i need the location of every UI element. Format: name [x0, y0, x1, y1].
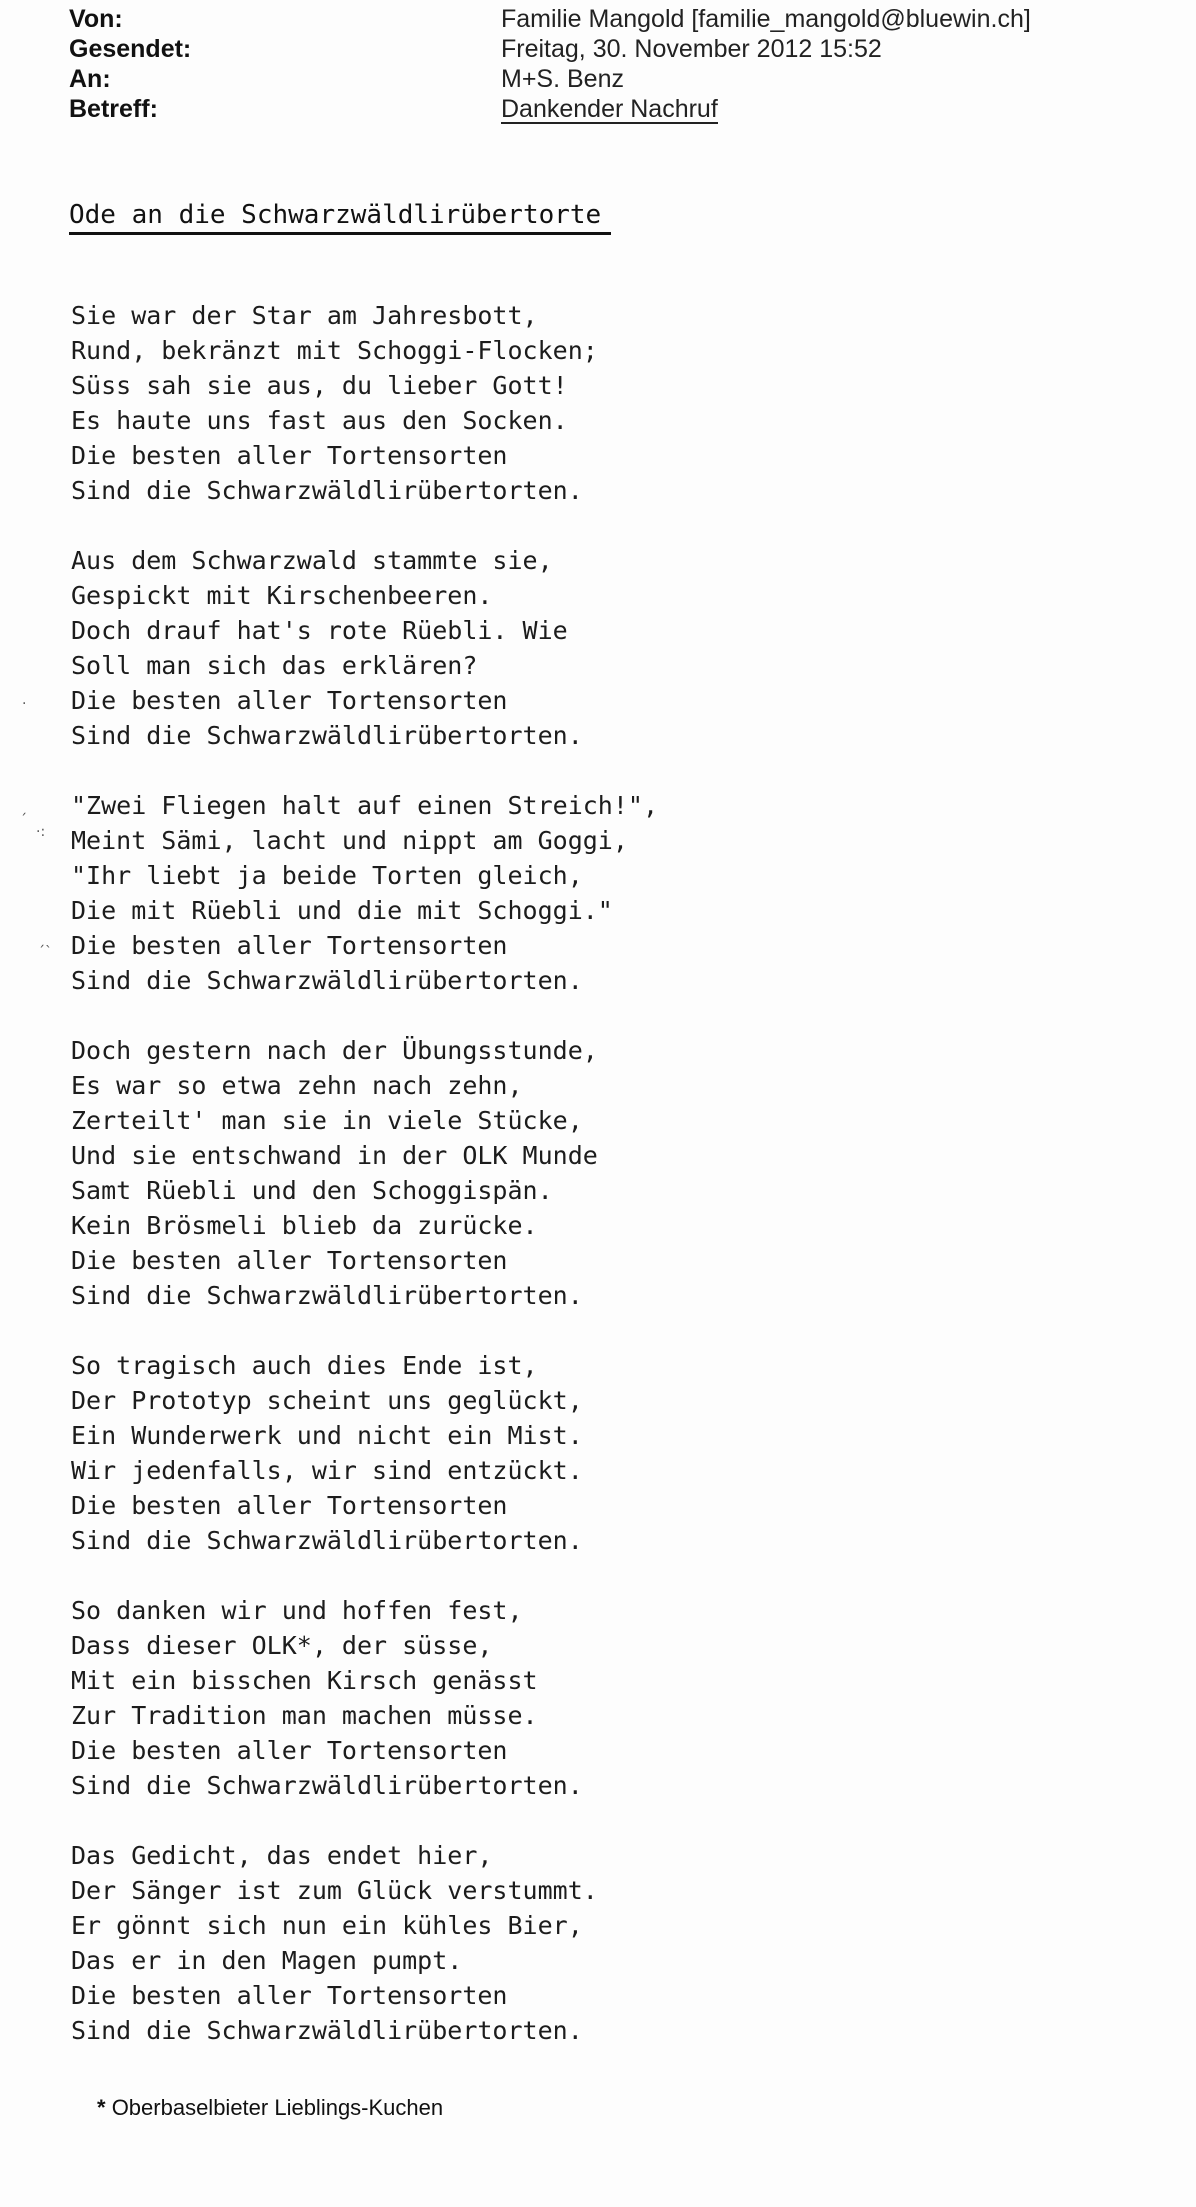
- poem-line: Dass dieser OLK*, der süsse,: [71, 1631, 493, 1660]
- scan-speck: ·:: [36, 824, 46, 840]
- poem-line: Doch gestern nach der Übungsstunde,: [71, 1036, 598, 1065]
- poem-line: Das Gedicht, das endet hier,: [71, 1841, 493, 1870]
- subject-value-wrap: [501, 94, 718, 124]
- poem-stanza: [71, 1838, 658, 2048]
- footnote-marker: *: [97, 2095, 106, 2120]
- poem-line: Die besten aller Tortensorten: [71, 441, 508, 470]
- footnote: [97, 2094, 443, 2122]
- to-row: [69, 64, 1169, 94]
- poem-line: Süss sah sie aus, du lieber Gott!: [71, 371, 568, 400]
- poem-line: Er gönnt sich nun ein kühles Bier,: [71, 1911, 583, 1940]
- footnote-text: Oberbaselbieter Lieblings-Kuchen: [111, 2095, 444, 2120]
- poem-line: Ein Wunderwerk und nicht ein Mist.: [71, 1421, 583, 1450]
- poem-line: Die besten aller Tortensorten: [71, 686, 508, 715]
- poem-line: Doch drauf hat's rote Rüebli. Wie: [71, 616, 568, 645]
- poem-body: [71, 298, 658, 2083]
- poem-line: So tragisch auch dies Ende ist,: [71, 1351, 538, 1380]
- poem-line: "Ihr liebt ja beide Torten gleich,: [71, 861, 583, 890]
- poem-line: Die besten aller Tortensorten: [71, 1736, 508, 1765]
- poem-stanza: [71, 543, 658, 753]
- poem-line: So danken wir und hoffen fest,: [71, 1596, 523, 1625]
- poem-line: Das er in den Magen pumpt.: [71, 1946, 463, 1975]
- poem-line: Sind die Schwarzwäldlirübertorten.: [71, 1281, 583, 1310]
- poem-title: Ode an die Schwarzwäldlirübertorte: [69, 198, 611, 235]
- poem-line: Die mit Rüebli und die mit Schoggi.": [71, 896, 613, 925]
- to-label: An:: [69, 65, 111, 93]
- poem-line: Samt Rüebli und den Schoggispän.: [71, 1176, 553, 1205]
- poem-line: Sind die Schwarzwäldlirübertorten.: [71, 2016, 583, 2045]
- scan-speck: ˏˎ: [38, 932, 52, 948]
- poem-stanza: [71, 298, 658, 508]
- poem-line: Rund, bekränzt mit Schoggi-Flocken;: [71, 336, 598, 365]
- poem-stanza: [71, 1593, 658, 1803]
- poem-line: Sind die Schwarzwäldlirübertorten.: [71, 1771, 583, 1800]
- poem-line: Aus dem Schwarzwald stammte sie,: [71, 546, 553, 575]
- sent-value: Freitag, 30. November 2012 15:52: [501, 35, 882, 63]
- sent-row: [69, 34, 1169, 64]
- poem-line: Soll man sich das erklären?: [71, 651, 478, 680]
- poem-line: Es haute uns fast aus den Socken.: [71, 406, 568, 435]
- poem-stanza: [71, 1033, 658, 1313]
- poem-line: Wir jedenfalls, wir sind entzückt.: [71, 1456, 583, 1485]
- poem-line: Kein Brösmeli blieb da zurücke.: [71, 1211, 538, 1240]
- poem-line: "Zwei Fliegen halt auf einen Streich!",: [71, 791, 658, 820]
- from-row: [69, 4, 1169, 34]
- poem-line: Sie war der Star am Jahresbott,: [71, 301, 538, 330]
- poem-line: Mit ein bisschen Kirsch genässt: [71, 1666, 538, 1695]
- poem-line: Der Sänger ist zum Glück verstummt.: [71, 1876, 598, 1905]
- poem-line: Und sie entschwand in der OLK Munde: [71, 1141, 598, 1170]
- subject-row: [69, 94, 1169, 124]
- to-value: M+S. Benz: [501, 65, 624, 93]
- poem-line: Sind die Schwarzwäldlirübertorten.: [71, 476, 583, 505]
- poem-line: Die besten aller Tortensorten: [71, 931, 508, 960]
- poem-line: Sind die Schwarzwäldlirübertorten.: [71, 721, 583, 750]
- poem-line: Die besten aller Tortensorten: [71, 1981, 508, 2010]
- poem-line: Zur Tradition man machen müsse.: [71, 1701, 538, 1730]
- poem-line: Die besten aller Tortensorten: [71, 1246, 508, 1275]
- poem-line: Zerteilt' man sie in viele Stücke,: [71, 1106, 583, 1135]
- scan-speck: ·: [22, 696, 27, 712]
- poem-line: Es war so etwa zehn nach zehn,: [71, 1071, 523, 1100]
- poem-line: Meint Sämi, lacht und nippt am Goggi,: [71, 826, 628, 855]
- poem-line: Gespickt mit Kirschenbeeren.: [71, 581, 493, 610]
- scan-speck: ˏ: [20, 800, 27, 816]
- poem-stanza: [71, 1348, 658, 1558]
- email-header: [69, 4, 1169, 124]
- subject-value: Dankender Nachruf: [501, 95, 718, 123]
- from-label: Von:: [69, 5, 123, 33]
- poem-line: Sind die Schwarzwäldlirübertorten.: [71, 966, 583, 995]
- subject-label: Betreff:: [69, 95, 158, 123]
- poem-stanza: [71, 788, 658, 998]
- poem-line: Sind die Schwarzwäldlirübertorten.: [71, 1526, 583, 1555]
- poem-line: Der Prototyp scheint uns geglückt,: [71, 1386, 583, 1415]
- sent-label: Gesendet:: [69, 35, 192, 63]
- poem-line: Die besten aller Tortensorten: [71, 1491, 508, 1520]
- from-value: Familie Mangold [familie_mangold@bluewin.ch]: [501, 5, 1031, 33]
